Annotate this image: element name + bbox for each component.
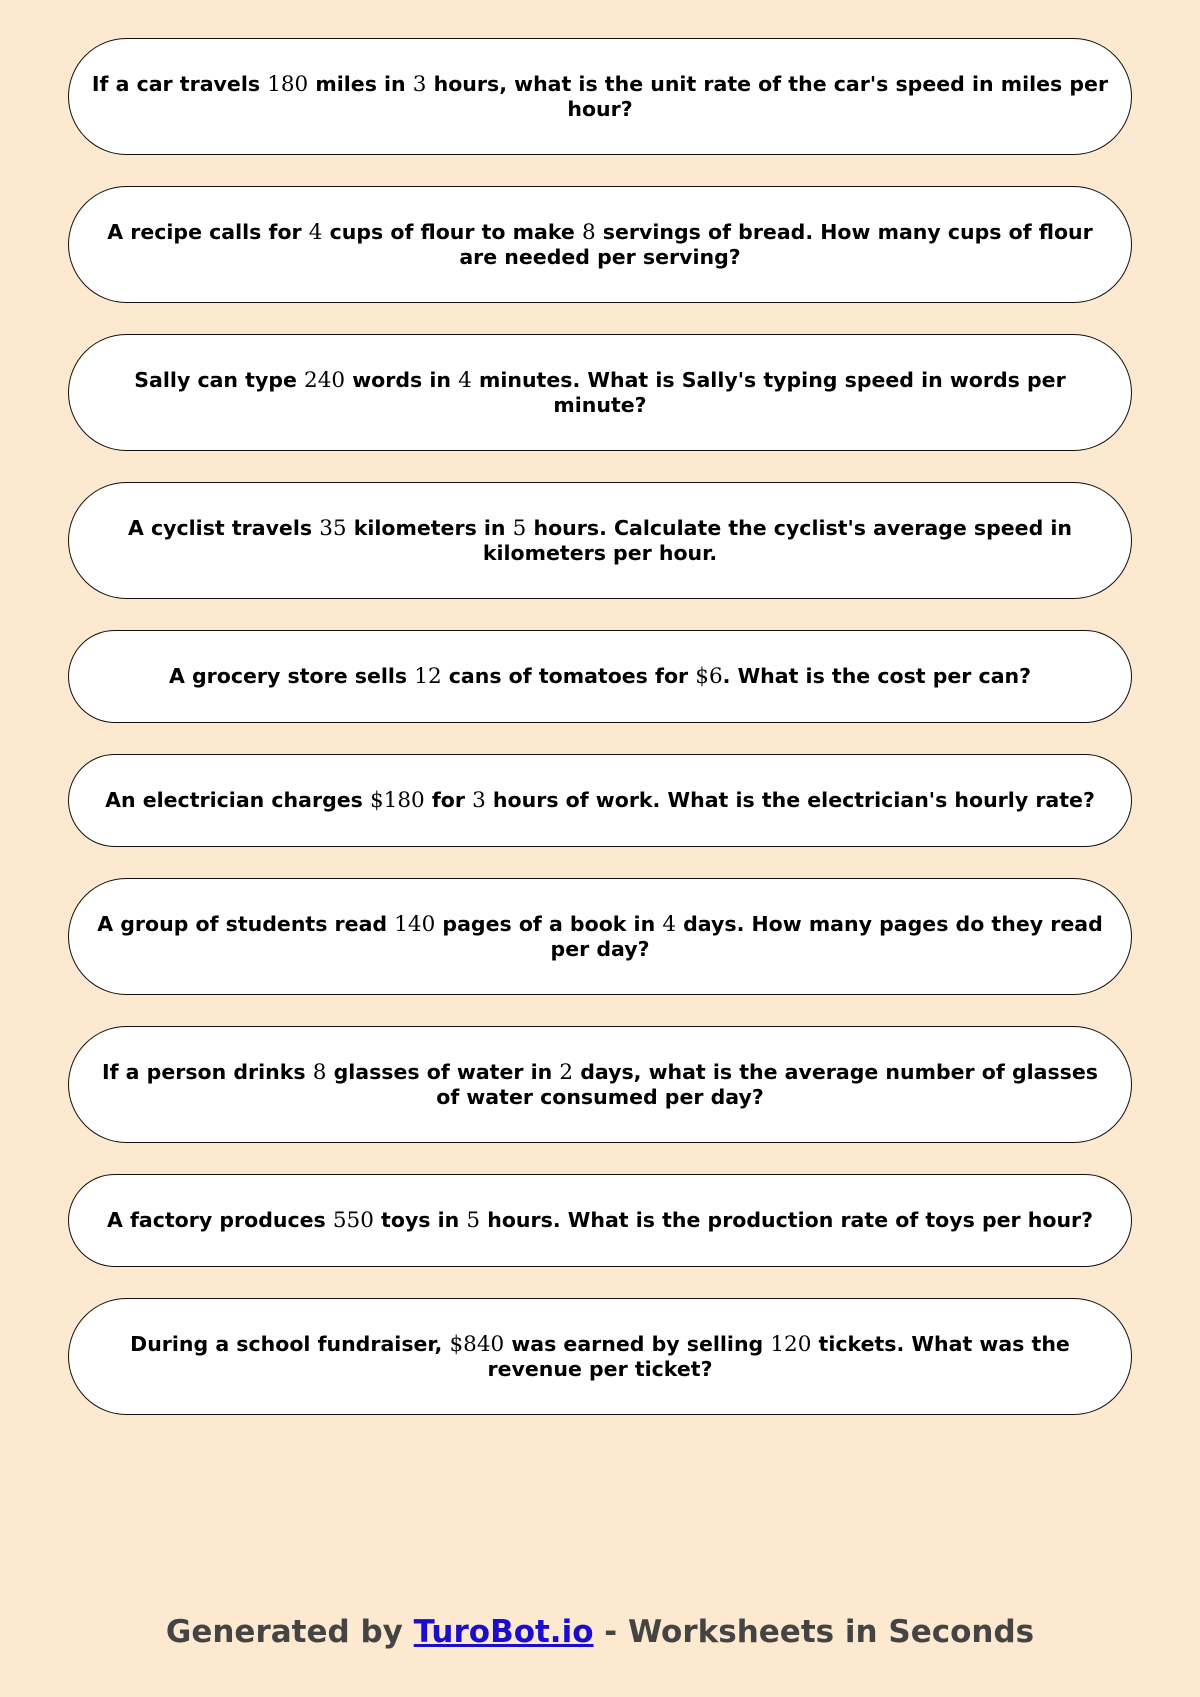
question-text-segment: Sally can type <box>134 367 305 392</box>
question-card <box>68 1298 1132 1415</box>
question-card <box>68 482 1132 599</box>
question-text <box>89 220 1111 270</box>
question-text-segment: An electrician charges <box>105 788 370 812</box>
question-text-segment: If a person drinks <box>102 1059 313 1084</box>
question-number: 5 <box>512 515 527 541</box>
question-text <box>89 368 1111 418</box>
question-card <box>68 38 1132 155</box>
question-text-segment: hours, what is the unit rate of the car's speed in miles per hour? <box>426 71 1109 121</box>
question-list <box>68 38 1132 1446</box>
question-number: $840 <box>449 1331 505 1357</box>
question-card <box>68 878 1132 995</box>
question-text-segment: for <box>424 788 473 812</box>
question-text-segment: words in <box>345 367 459 392</box>
question-text-segment: A cyclist travels <box>127 515 320 540</box>
question-number: 8 <box>581 219 596 245</box>
question-number: 35 <box>319 515 347 541</box>
question-text <box>89 72 1111 122</box>
question-text-segment: minutes. What is Sally's typing speed in words per minute? <box>471 367 1066 417</box>
question-text-segment: A recipe calls for <box>107 219 309 244</box>
question-number: 4 <box>308 219 323 245</box>
question-text-segment: toys in <box>373 1208 467 1232</box>
question-card <box>68 1026 1132 1143</box>
question-text-segment: cans of tomatoes for <box>441 664 696 688</box>
question-text-segment: hours. Calculate the cyclist's average speed in kilometers per hour. <box>482 515 1073 565</box>
question-number: 240 <box>304 367 346 393</box>
question-number: 3 <box>412 71 427 97</box>
question-text <box>169 664 1031 689</box>
question-number: 5 <box>466 1208 481 1233</box>
question-card <box>68 186 1132 303</box>
question-text <box>107 1208 1093 1233</box>
question-text-segment: If a car travels <box>91 71 268 96</box>
question-number: 3 <box>472 788 486 813</box>
question-number: 8 <box>312 1059 327 1085</box>
footer-link[interactable]: TuroBot.io <box>413 1614 594 1650</box>
question-number: 140 <box>394 911 436 937</box>
question-text-segment: . What is the cost per can? <box>722 664 1032 688</box>
question-text-segment: A grocery store sells <box>168 664 415 688</box>
question-text-segment: tickets. What was the revenue per ticket? <box>487 1331 1070 1381</box>
question-number: 2 <box>559 1059 574 1085</box>
question-card <box>68 1174 1132 1267</box>
question-text-segment: days. How many pages do they read per day? <box>550 911 1103 961</box>
question-text-segment: hours. What is the production rate of toys per hour? <box>480 1208 1094 1232</box>
question-text-segment: miles in <box>308 71 413 96</box>
question-text-segment: pages of a book in <box>435 911 663 936</box>
question-number: 4 <box>662 911 676 937</box>
question-text <box>89 912 1111 962</box>
question-text-segment: days, what is the average number of glasses of water consumed per day? <box>436 1059 1098 1109</box>
question-number: $180 <box>370 788 425 813</box>
question-text-segment: kilometers in <box>346 515 513 540</box>
question-number: 550 <box>332 1208 374 1233</box>
question-text-segment: glasses of water in <box>326 1059 560 1084</box>
question-card <box>68 334 1132 451</box>
question-card <box>68 630 1132 723</box>
question-number: 12 <box>414 664 442 689</box>
question-text-segment: servings of bread. How many cups of flour are needed per serving? <box>459 219 1093 269</box>
footer-suffix: - Worksheets in Seconds <box>593 1614 1035 1650</box>
question-text-segment: During a school fundraiser, <box>130 1331 450 1356</box>
question-text <box>89 1060 1111 1110</box>
question-text <box>89 516 1111 566</box>
question-text <box>89 1332 1111 1382</box>
question-text <box>105 788 1095 813</box>
question-text-segment: hours of work. What is the electrician's hourly rate? <box>485 788 1095 812</box>
question-number: 4 <box>458 367 472 393</box>
question-number: $6 <box>695 664 723 689</box>
question-text-segment: A group of students read <box>97 911 395 936</box>
question-text-segment: cups of flour to make <box>322 219 582 244</box>
footer <box>0 1614 1200 1650</box>
question-text-segment: A factory produces <box>106 1208 333 1232</box>
footer-prefix: Generated by <box>165 1614 414 1650</box>
question-text-segment: was earned by selling <box>504 1331 771 1356</box>
question-number: 120 <box>770 1331 812 1357</box>
question-number: 180 <box>267 71 309 97</box>
question-card <box>68 754 1132 847</box>
